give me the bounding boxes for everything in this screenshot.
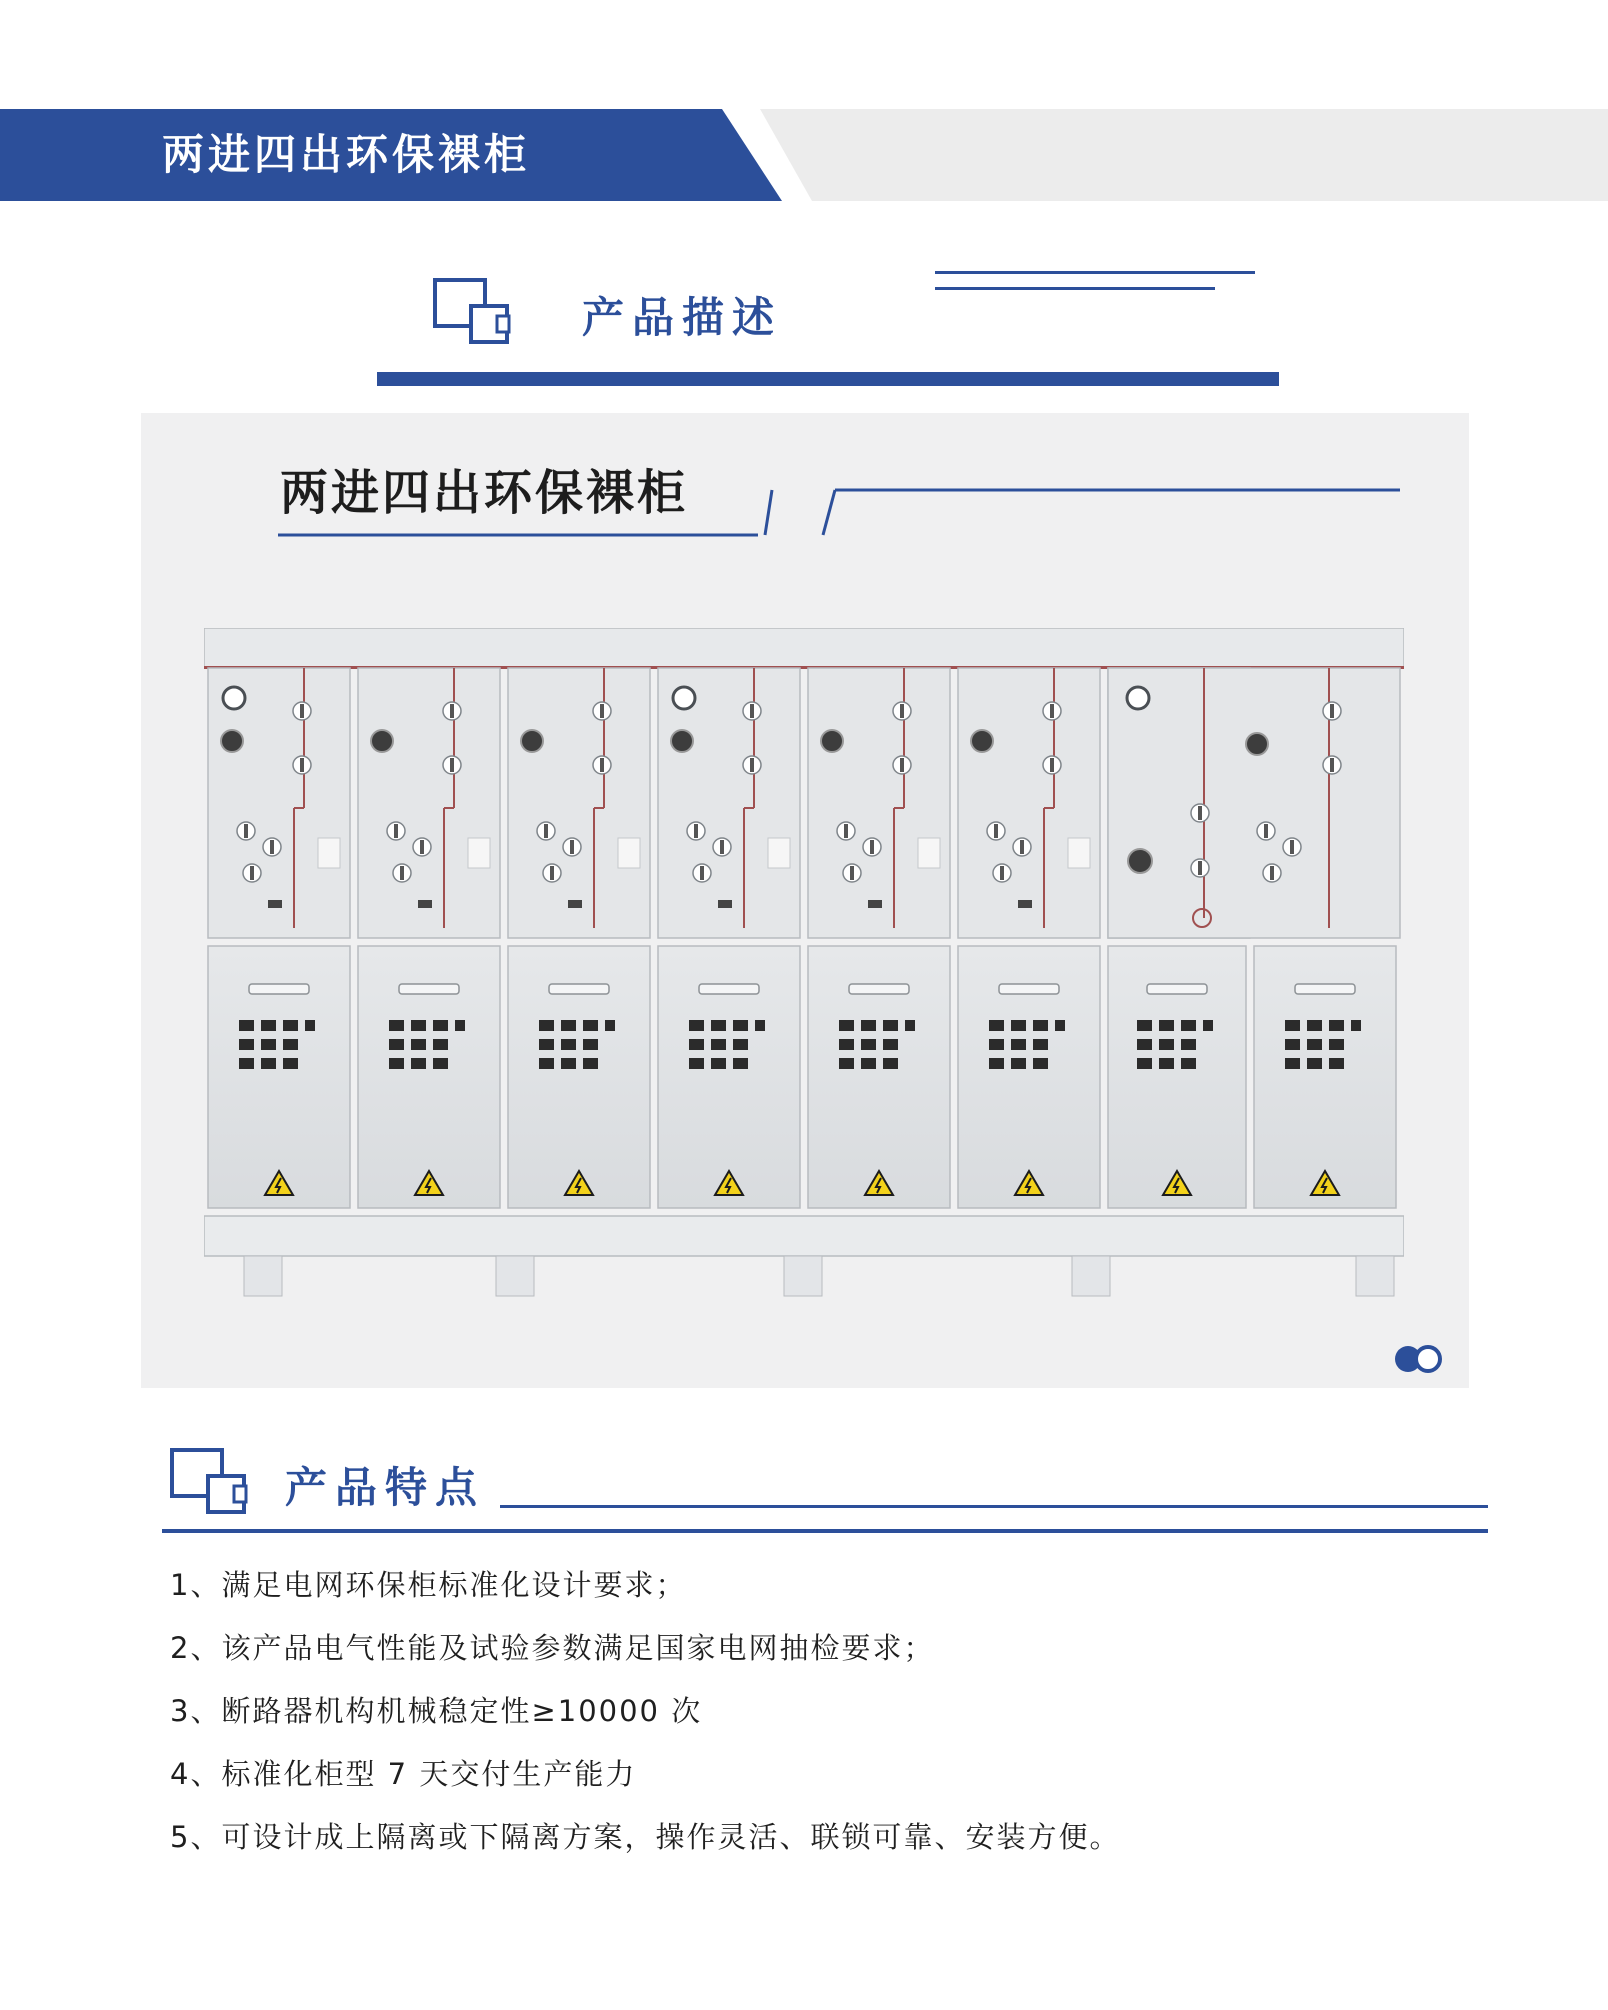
switch-knob-slot	[450, 704, 454, 718]
vent-slot	[411, 1039, 426, 1050]
vent-slot	[283, 1039, 298, 1050]
counter-window	[418, 900, 432, 908]
vent-slot	[1159, 1058, 1174, 1069]
switch-knob-slot	[1264, 824, 1268, 838]
switch-knob-slot	[1330, 704, 1334, 718]
vent-slot	[1137, 1058, 1152, 1069]
door-handle	[699, 984, 759, 994]
cabinet-unit	[208, 668, 350, 1208]
cabinet-leg	[784, 1256, 822, 1296]
switch-knob-slot	[1050, 758, 1054, 772]
vent-slot	[1033, 1058, 1048, 1069]
vent-slot	[305, 1020, 315, 1031]
product-title: 两进四出环保裸柜	[280, 465, 689, 521]
feature-item: 1、满足电网环保柜标准化设计要求；	[170, 1568, 687, 1602]
vent-slot	[561, 1058, 576, 1069]
vent-slot	[989, 1039, 1004, 1050]
vent-slot	[1329, 1039, 1344, 1050]
vent-slot	[539, 1058, 554, 1069]
switch-knob-slot	[300, 758, 304, 772]
counter-window	[268, 900, 282, 908]
vent-slot	[689, 1039, 704, 1050]
vent-slot	[261, 1058, 276, 1069]
vent-slot	[561, 1039, 576, 1050]
instruction-label	[318, 838, 340, 868]
cabinet-base	[204, 1216, 1404, 1256]
switch-knob-slot	[270, 840, 274, 854]
switch-knob-slot	[550, 866, 554, 880]
vent-slot	[755, 1020, 765, 1031]
vent-slot	[989, 1058, 1004, 1069]
pressure-gauge	[1127, 687, 1149, 709]
vent-slot	[1159, 1020, 1174, 1031]
feature-item: 2、该产品电气性能及试验参数满足国家电网抽检要求；	[170, 1631, 935, 1665]
switch-knob-slot	[400, 866, 404, 880]
counter-window	[1018, 900, 1032, 908]
indicator-lamp	[521, 730, 543, 752]
vent-slot	[239, 1058, 254, 1069]
vent-slot	[583, 1039, 598, 1050]
counter-window	[718, 900, 732, 908]
vent-slot	[433, 1058, 448, 1069]
feature-item: 3、断路器机构机械稳定性≥10000 次	[170, 1694, 703, 1728]
vent-slot	[905, 1020, 915, 1031]
vent-slot	[1203, 1020, 1213, 1031]
counter-window	[868, 900, 882, 908]
vent-slot	[733, 1039, 748, 1050]
indicator-lamp	[1246, 733, 1268, 755]
vent-slot	[711, 1020, 726, 1031]
vent-slot	[1285, 1058, 1300, 1069]
vent-slot	[539, 1039, 554, 1050]
vent-slot	[1033, 1020, 1048, 1031]
vent-slot	[1307, 1058, 1322, 1069]
vent-slot	[711, 1058, 726, 1069]
vent-slot	[605, 1020, 615, 1031]
door-handle	[399, 984, 459, 994]
vent-slot	[1285, 1039, 1300, 1050]
vent-slot	[839, 1039, 854, 1050]
vent-slot	[239, 1039, 254, 1050]
switch-knob-slot	[720, 840, 724, 854]
header-banner-gray	[760, 109, 1608, 201]
features-heading: 产品特点	[285, 1463, 486, 1512]
vent-slot	[1181, 1058, 1196, 1069]
vent-slot	[1011, 1039, 1026, 1050]
door-handle	[249, 984, 309, 994]
vent-slot	[1285, 1020, 1300, 1031]
vent-slot	[239, 1020, 254, 1031]
pressure-gauge	[223, 687, 245, 709]
instruction-label	[468, 838, 490, 868]
description-heading: 产品描述	[582, 293, 783, 342]
switch-knob-slot	[750, 758, 754, 772]
switch-knob-slot	[1330, 758, 1334, 772]
feature-list	[170, 1560, 1470, 1875]
instruction-label	[768, 838, 790, 868]
section-square-icon	[170, 1448, 260, 1518]
vent-slot	[1181, 1039, 1196, 1050]
vent-slot	[1307, 1039, 1322, 1050]
vent-slot	[389, 1058, 404, 1069]
switch-knob-slot	[570, 840, 574, 854]
indicator-lamp	[221, 730, 243, 752]
door-handle	[1295, 984, 1355, 994]
upper-panel	[358, 668, 500, 938]
vent-slot	[711, 1039, 726, 1050]
switch-knob-slot	[870, 840, 874, 854]
cabinet-unit	[358, 668, 500, 1208]
switch-knob-slot	[1050, 704, 1054, 718]
header-title: 两进四出环保裸柜	[162, 130, 531, 179]
upper-panel	[508, 668, 650, 938]
feature-item: 4、标准化柜型 7 天交付生产能力	[170, 1757, 637, 1791]
switch-knob-slot	[1270, 866, 1274, 880]
vent-slot	[411, 1058, 426, 1069]
switch-knob-slot	[600, 758, 604, 772]
switch-knob-slot	[1290, 840, 1294, 854]
switch-knob-slot	[1198, 806, 1202, 820]
vent-slot	[433, 1020, 448, 1031]
section-description	[0, 260, 1608, 400]
switch-knob-slot	[420, 840, 424, 854]
vent-slot	[689, 1020, 704, 1031]
vent-slot	[1011, 1020, 1026, 1031]
indicator-lamp	[971, 730, 993, 752]
section-square-icon	[433, 278, 523, 348]
instruction-label	[1068, 838, 1090, 868]
vent-slot	[689, 1058, 704, 1069]
vent-slot	[1011, 1058, 1026, 1069]
switch-knob-slot	[600, 704, 604, 718]
vent-slot	[561, 1020, 576, 1031]
upper-panel	[808, 668, 950, 938]
vent-slot	[839, 1020, 854, 1031]
upper-panel	[958, 668, 1100, 938]
cabinet-unit	[958, 668, 1100, 1208]
vent-slot	[883, 1058, 898, 1069]
pressure-gauge	[673, 687, 695, 709]
pager-dots-icon[interactable]	[1392, 1342, 1452, 1376]
indicator-lamp	[821, 730, 843, 752]
vent-slot	[539, 1020, 554, 1031]
instruction-label	[618, 838, 640, 868]
cabinet-unit	[808, 668, 950, 1208]
cabinet-unit	[658, 668, 800, 1208]
cabinet-leg	[1072, 1256, 1110, 1296]
instruction-label	[918, 838, 940, 868]
cabinet-leg	[496, 1256, 534, 1296]
vent-slot	[733, 1058, 748, 1069]
switch-knob-slot	[750, 704, 754, 718]
vent-slot	[433, 1039, 448, 1050]
switch-knob-slot	[900, 758, 904, 772]
vent-slot	[1329, 1020, 1344, 1031]
vent-slot	[583, 1020, 598, 1031]
vent-slot	[883, 1020, 898, 1031]
switch-knob-slot	[300, 704, 304, 718]
vent-slot	[1137, 1020, 1152, 1031]
switch-knob-slot	[250, 866, 254, 880]
feature-item: 5、可设计成上隔离或下隔离方案，操作灵活、联锁可靠、安装方便。	[170, 1820, 1121, 1854]
switch-knob-slot	[1198, 861, 1202, 875]
section-underline-bar	[377, 372, 1279, 386]
vent-slot	[283, 1058, 298, 1069]
vent-slot	[411, 1020, 426, 1031]
features-heading-line	[500, 1505, 1488, 1508]
switchgear-image	[204, 628, 1404, 1298]
vent-slot	[283, 1020, 298, 1031]
indicator-lamp	[671, 730, 693, 752]
switch-knob-slot	[450, 758, 454, 772]
vent-slot	[389, 1020, 404, 1031]
cabinet-unit	[508, 668, 650, 1208]
vent-slot	[1329, 1058, 1344, 1069]
cabinet-unit	[1108, 668, 1400, 1208]
switch-knob-slot	[700, 866, 704, 880]
switch-knob-slot	[1020, 840, 1024, 854]
vent-slot	[1159, 1039, 1174, 1050]
vent-slot	[455, 1020, 465, 1031]
door-handle	[1147, 984, 1207, 994]
vent-slot	[861, 1058, 876, 1069]
features-rule	[162, 1529, 1488, 1533]
switch-knob-slot	[900, 704, 904, 718]
cabinet-leg	[1356, 1256, 1394, 1296]
vent-slot	[733, 1020, 748, 1031]
vent-slot	[883, 1039, 898, 1050]
vent-slot	[861, 1039, 876, 1050]
product-title-decoration	[270, 480, 1410, 540]
cabinet-leg	[244, 1256, 282, 1296]
cabinet-top-rail	[204, 628, 1404, 668]
vent-slot	[839, 1058, 854, 1069]
door-handle	[549, 984, 609, 994]
door-handle	[849, 984, 909, 994]
switch-knob-slot	[1000, 866, 1004, 880]
vent-slot	[1033, 1039, 1048, 1050]
vent-slot	[1181, 1020, 1196, 1031]
indicator-lamp	[1128, 849, 1152, 873]
vent-slot	[1351, 1020, 1361, 1031]
vent-slot	[989, 1020, 1004, 1031]
vent-slot	[1137, 1039, 1152, 1050]
vent-slot	[1307, 1020, 1322, 1031]
vent-slot	[583, 1058, 598, 1069]
deco-line-lower	[935, 287, 1215, 290]
switch-knob-slot	[850, 866, 854, 880]
vent-slot	[261, 1039, 276, 1050]
upper-panel-wide	[1108, 668, 1400, 938]
deco-line-upper	[935, 271, 1255, 274]
door-handle	[999, 984, 1059, 994]
vent-slot	[1055, 1020, 1065, 1031]
vent-slot	[861, 1020, 876, 1031]
vent-slot	[389, 1039, 404, 1050]
indicator-lamp	[371, 730, 393, 752]
vent-slot	[261, 1020, 276, 1031]
counter-window	[568, 900, 582, 908]
